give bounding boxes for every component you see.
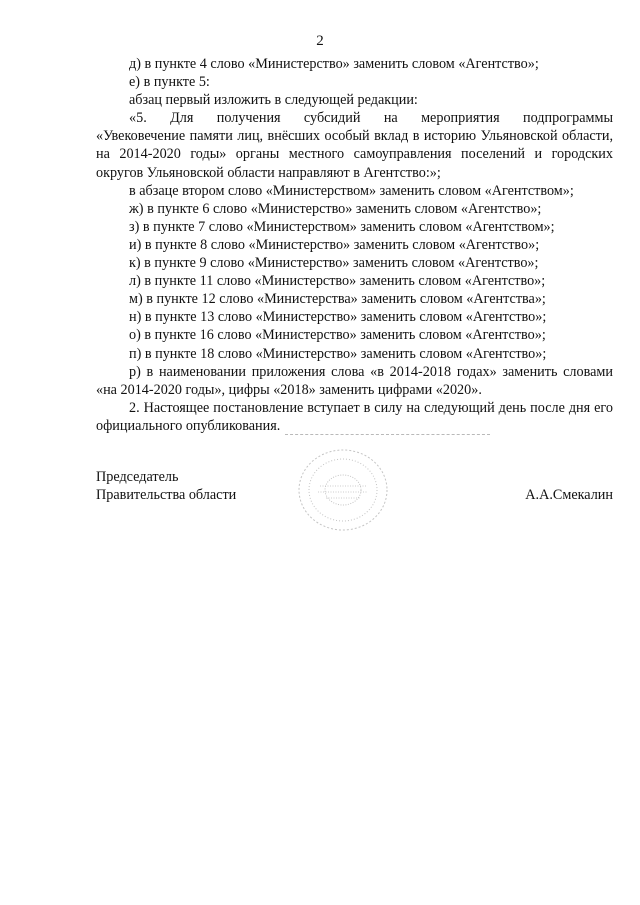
amendment-e-intro: абзац первый изложить в следующей редакции:: [129, 92, 418, 109]
amendment-second-paragraph: в абзаце втором слово «Министерством» заменить словом «Агентством»;: [129, 182, 574, 199]
amendment-zh: ж) в пункте 6 слово «Министерство» заменить словом «Агентство»;: [129, 200, 542, 217]
document-body: [96, 55, 613, 435]
amendment-p: п) в пункте 18 слово «Министерство» заменить словом «Агентство»;: [129, 345, 547, 362]
separator-line: [285, 434, 490, 435]
amendment-z: з) в пункте 7 слово «Министерством» заменить словом «Агентством»;: [129, 218, 555, 235]
amendment-r: р) в наименовании приложения слова «в 2014-2018 годах» заменить словами «на 2014-2020 годы», цифры «2018» заменить цифрами «2020».: [96, 363, 613, 398]
quoted-paragraph-rest: «Увековечение памяти лиц, внёсших особый вклад в историю Ульяновской области, на 2014-2020 годы» органы местного самоуправления поселений и городских округов Ульяновской области направляют в Агентство:»;: [96, 128, 613, 181]
signatory-title-line-2: Правительства области: [96, 487, 237, 504]
quoted-paragraph-first-line: «5. Для получения субсидий на мероприятия подпрограммы: [129, 110, 613, 127]
amendment-m: м) в пункте 12 слово «Министерства» заменить словом «Агентства»;: [129, 291, 546, 308]
signatory-name: А.А.Смекалин: [525, 487, 613, 503]
amendment-o: о) в пункте 16 слово «Министерство» заменить словом «Агентство»;: [129, 327, 546, 344]
amendment-e: е) в пункте 5:: [129, 74, 210, 91]
amendment-d: д) в пункте 4 слово «Министерство» заменить словом «Агентство»;: [129, 56, 539, 72]
amendment-i: и) в пункте 8 слово «Министерство» заменить словом «Агентство»;: [129, 236, 540, 253]
amendment-l: л) в пункте 11 слово «Министерство» заменить словом «Агентство»;: [129, 273, 546, 290]
amendment-k: к) в пункте 9 слово «Министерство» заменить словом «Агентство»;: [129, 255, 539, 272]
signature-block: [96, 468, 613, 504]
signatory-title-line-1: Председатель: [96, 469, 179, 485]
clause-2: 2. Настоящее постановление вступает в силу на следующий день после дня его официального опубликования.: [96, 399, 613, 434]
quoted-paragraph: [96, 109, 613, 181]
page-number: 2: [316, 33, 324, 49]
amendment-n: н) в пункте 13 слово «Министерство» заменить словом «Агентство»;: [129, 309, 547, 326]
